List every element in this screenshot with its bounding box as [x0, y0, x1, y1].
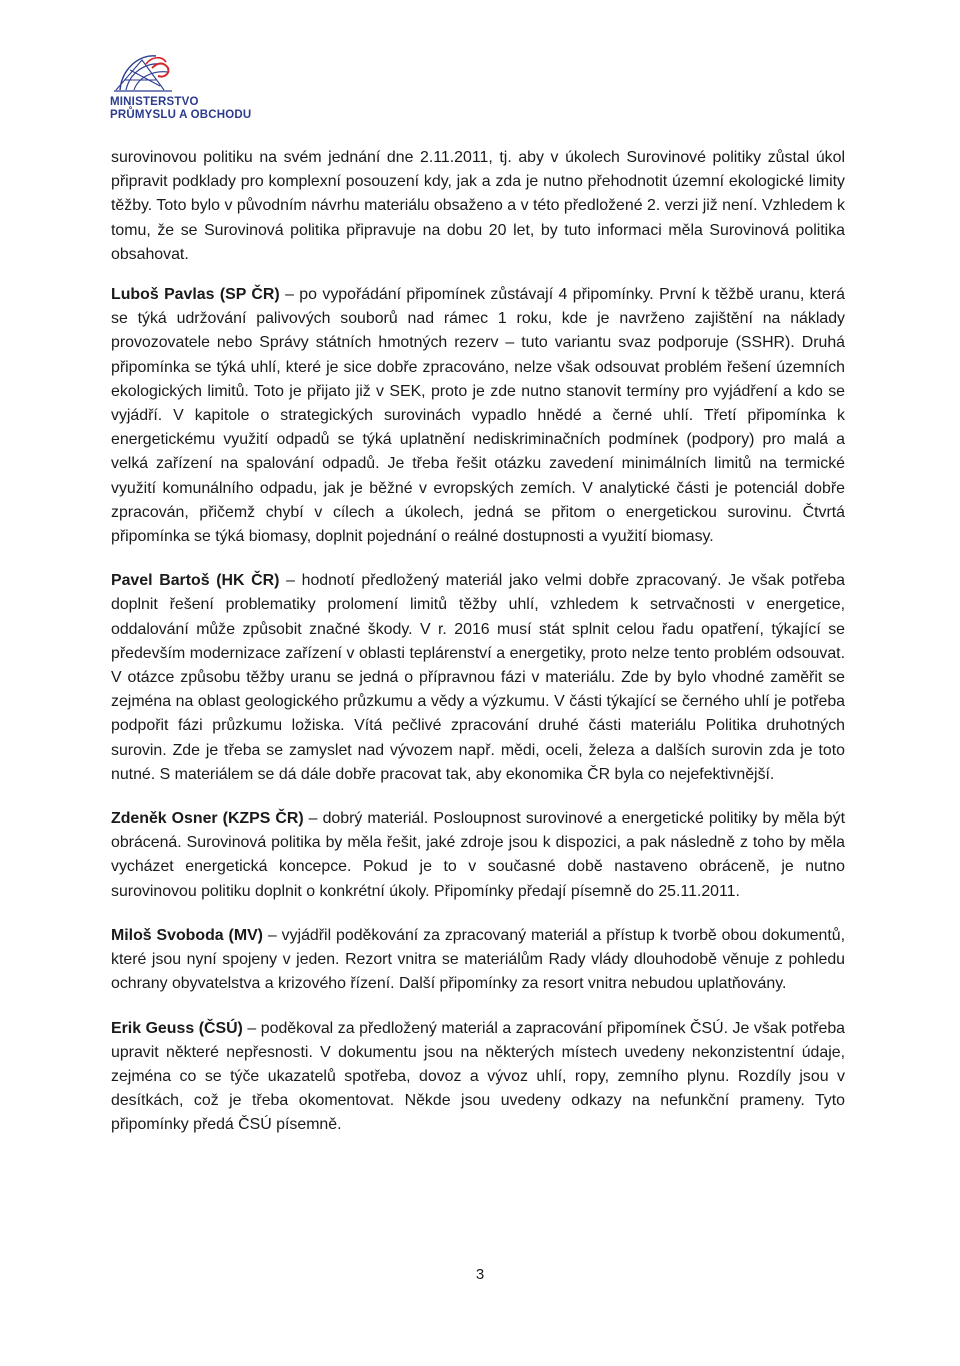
comment-paragraph-svoboda — [111, 924, 845, 997]
logo-text-ministry: MINISTERSTVO — [110, 96, 199, 108]
ministry-logo — [110, 50, 260, 126]
ministry-emblem-icon — [112, 50, 176, 94]
comment-text: – poděkoval za předložený materiál a zapracování připomínek ČSÚ. Je však potřeba upravit některé nepřesnosti. V dokumentu jsou na některých místech uvedeny nekonzistentní údaje, zejména co se týče ukazatelů spotřeba, dovoz a vývoz uhlí, ropy, zemního plynu. Rozdíly jsou v desítkách, což je třeba okomentovat. Někde jsou uvedeny odkazy na nefunkční prameny. Tyto připomínky předá ČSÚ písemně. — [111, 1019, 845, 1134]
comment-text: – vyjádřil poděkování za zpracovaný materiál a přístup k tvorbě obou dokumentů, které jsou nyní spojeny v jeden. Rezort vnitra se materiálům Rady vlády dlouhodobě věnuje z pohledu ochrany obyvatelstva a krizového řízení. Další připomínky za resort vnitra nebudou uplatňovány. — [111, 926, 845, 993]
comment-text: – dobrý materiál. Posloupnost surovinové a energetické politiky by měla být obrácená. Surovinová politika by měla řešit, jaké zdroje jsou k dispozici, a pak následně z toho by měla vycházet energetická koncepce. Pokud je to v současné době nastaveno obráceně, je nutno surovinovou politiku doplnit o konkrétní úkoly. Připomínky předají písemně do 25.11.2011. — [111, 810, 845, 900]
speaker-name: Pavel Bartoš (HK ČR) — [111, 572, 280, 590]
intro-paragraph: surovinovou politiku na svém jednání dne 2.11.2011, tj. aby v úkolech Surovinové politiky zůstal úkol připravit podklady pro komplexní posouzení kdy, jak a zda je nutno přehodnotit územní ekologické limity těžby. Toto bylo v původním návrhu materiálu obsaženo a v této předložené 2. verzi již není. Vzhledem k tomu, že se Surovinová politika připravuje na dobu 20 let, by tuto informaci měla Surovinová politika obsahovat. — [111, 149, 845, 263]
comment-text: – hodnotí předložený materiál jako velmi dobře zpracovaný. Je však potřeba doplnit řešení problematiky prolomení limitů těžby uhlí, vzhledem k setrvačnosti v energetice, oddalování může způsobit značné škody. V r. 2016 musí stát splnit celou řadu opatření, týkající se především modernizace zařízení v oblasti teplárenství a energetiky, proto nelze tento problém odsouvat. V otázce způsobu těžby uranu se jedná o přípravnou fázi v materiálu. Zde by bylo vhodné zaměřit se zejména na oblast geologického průzkumu a vědy a výzkumu. V části týkající se černého uhlí je potřeba podpořit fázi průzkumu ložiska. Vítá pečlivé zpracování druhé části materiálu Politika druhotných surovin. Zde je třeba se zamyslet nad vývozem např. mědi, oceli, železa a dalších surovin zda je toto nutné. S materiálem se dá dále dobře pracovat tak, aby ekonomika ČR byla co nejefektivnější. — [111, 572, 846, 783]
logo-text-department: PRŮMYSLU A OBCHODU — [110, 109, 252, 121]
comment-paragraph-pavlas — [111, 283, 845, 549]
speaker-name: Zdeněk Osner (KZPS ČR) — [111, 810, 304, 828]
page-number: 3 — [475, 1266, 485, 1283]
comment-text: – po vypořádání připomínek zůstávají 4 připomínky. První k těžbě uranu, která se týká udržování palivových souborů nad rámec 1 roku, kde je navrženo zajištění na náklady provozovatele nebo Správy státních hmotných rezerv – tuto variantu svaz podporuje (SSHR). Druhá připomínka se týká uhlí, které je sice dobře zpracováno, nelze však odsouvat problém řešení územních ekologických limitů. Toto je přijato již v SEK, proto je zde nutno stanovit termíny pro vyjádření a kdo se vyjádří. V kapitole o strategických surovinách vypadlo hnědé a černé uhlí. Třetí připomínka k energetickému využití odpadů se týká uplatnění nediskriminačních podmínek (podpory) pro malá a velká zařízení na spalování odpadů. Je třeba řešit otázku zavedení minimálních limitů na termické využití komunálního odpadu, jak je běžné v evropských zemích. V analytické části je potenciál dobře zpracován, přičemž chybí v cílech a úkolech, jedná se přitom o energetickou surovinu. Čtvrtá připomínka se týká biomasy, doplnit pojednání o reálné dostupnosti a využití biomasy. — [111, 286, 845, 546]
speaker-name: Luboš Pavlas (SP ČR) — [111, 286, 280, 304]
speaker-name: Miloš Svoboda (MV) — [111, 926, 263, 944]
speaker-name: Erik Geuss (ČSÚ) — [111, 1019, 243, 1037]
document-body — [111, 146, 845, 1158]
comment-paragraph-osner — [111, 807, 845, 904]
comment-paragraph-geuss — [111, 1017, 845, 1138]
comment-paragraph-bartos — [111, 569, 845, 787]
